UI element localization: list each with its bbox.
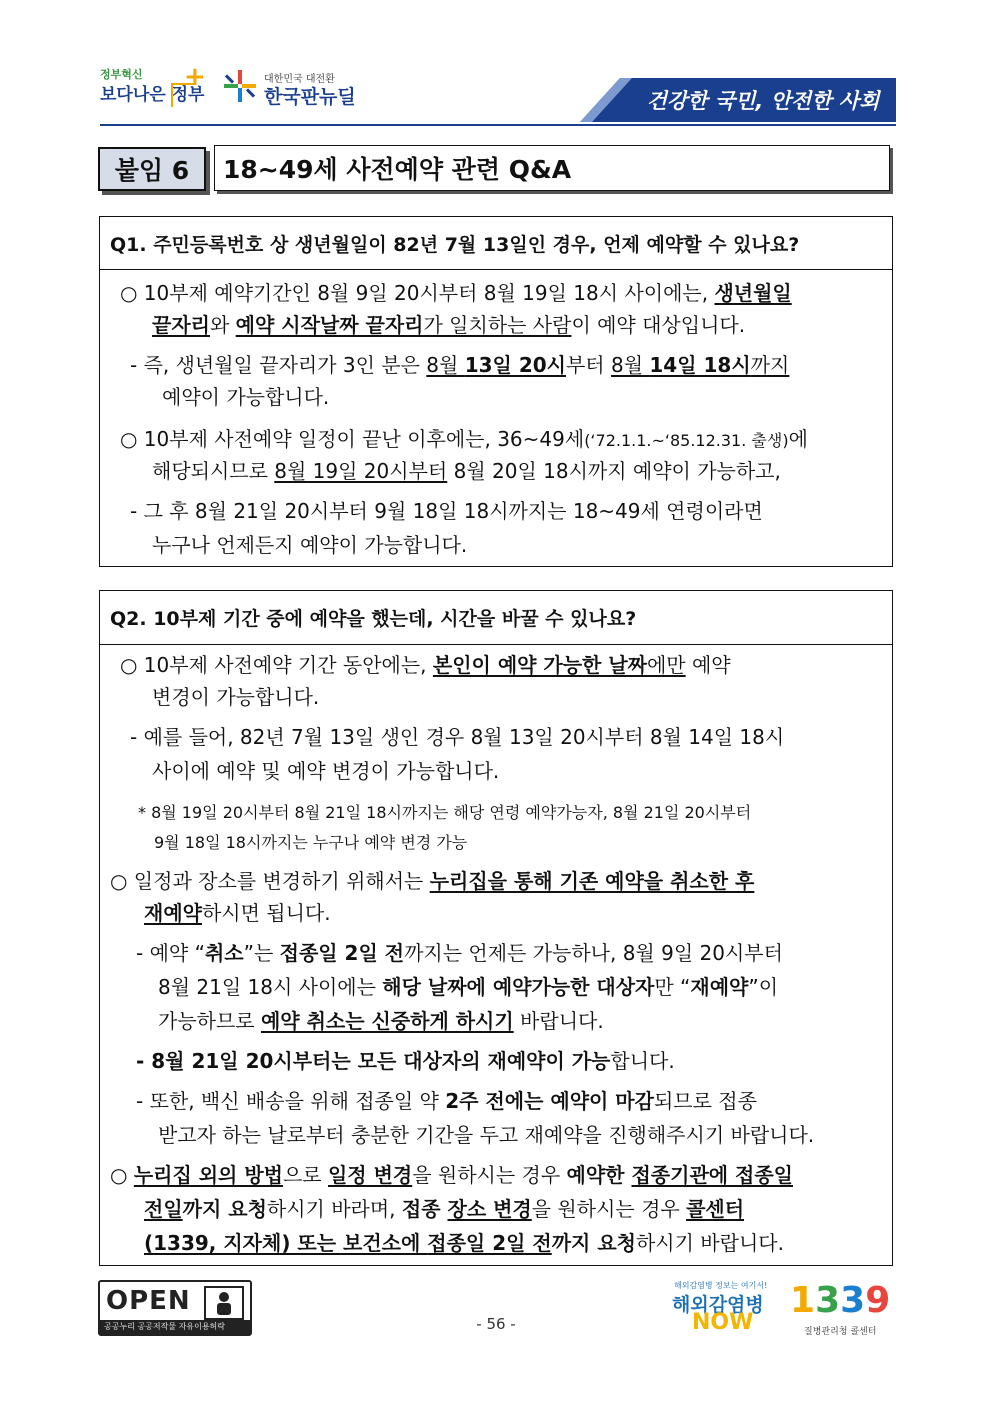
- now-logo-small-text: 해외감염병 정보는 여기서!: [674, 1281, 768, 1290]
- qa-box-q2: [99, 590, 893, 1266]
- now-logo-top-text: 해외감염병: [672, 1294, 764, 1316]
- q2-line-15: ○ 누리집 외의 방법으로 일정 변경을 원하시는 경우 예약한 접종기관에 접종일: [110, 1163, 794, 1187]
- header-banner-text: 건강한 국민, 안전한 사회: [646, 89, 880, 113]
- q2-line-14: 받고자 하는 날로부터 충분한 기간을 두고 재예약을 진행해주시기 바랍니다.: [158, 1123, 815, 1147]
- logo2-top-text: 대한민국 대전환: [264, 74, 335, 85]
- q2-line-9: - 예약 “취소”는 접종일 2일 전까지는 언제든 가능하나, 8월 9일 20시부터: [136, 941, 783, 965]
- logo2-main-text: 한국판뉴딜: [264, 86, 356, 108]
- logo-korean-new-deal: [222, 66, 362, 110]
- q2-line-8: 재예약하시면 됩니다.: [144, 901, 331, 925]
- header-divider: [100, 124, 896, 126]
- q2-line-2: 변경이 가능합니다.: [152, 685, 320, 709]
- q2-line-7: ○ 일정과 장소를 변경하기 위해서는 누리집을 통해 기존 예약을 취소한 후: [110, 869, 755, 893]
- new-deal-star-icon: [222, 68, 258, 104]
- q2-line-4: 사이에 예약 및 예약 변경이 가능합니다.: [152, 759, 500, 783]
- q1-line-5: ○ 10부제 사전예약 일정이 끝난 이후에는, 36~49세(‘72.1.1.~‘85.12.31. 출생)에: [120, 427, 808, 451]
- q2-question: Q2. 10부제 기간 중에 예약을 했는데, 시간을 바꿀 수 있나요?: [100, 591, 892, 645]
- call-center-1339-logo: [790, 1280, 898, 1340]
- q1-line-1: ○ 10부제 예약기간인 8월 9일 20시부터 8월 19일 18시 사이에는, 생년월일: [120, 281, 792, 305]
- plus-icon: +: [184, 62, 206, 92]
- q2-note-line-1: * 8월 19일 20시부터 8월 21일 18시까지는 해당 연령 예약가능자, 8월 21일 20시부터: [138, 803, 752, 822]
- q2-line-10: 8월 21일 18시 사이에는 해당 날짜에 예약가능한 대상자만 “재예약”이: [158, 975, 779, 999]
- open-license-caption: 공공누리 공공저작물 자유이용허락: [100, 1320, 250, 1334]
- q1-line-4: 예약이 가능합니다.: [162, 385, 330, 409]
- attachment-tag: 붙임 6: [98, 147, 206, 191]
- logo1-main-text: 보다나은 정부: [100, 85, 205, 105]
- q2-line-16: 전일까지 요청하시기 바라며, 접종 장소 변경을 원하시는 경우 콜센터: [144, 1197, 745, 1221]
- q2-line-12: - 8월 21일 20시부터는 모든 대상자의 재예약이 가능합니다.: [136, 1049, 675, 1073]
- call-center-number: 1339: [790, 1280, 891, 1321]
- logo-government-innovation: [100, 62, 206, 114]
- page-number: - 56 -: [476, 1315, 516, 1333]
- q2-line-1: ○ 10부제 사전예약 기간 동안에는, 본인이 예약 가능한 날짜에만 예약: [120, 653, 731, 677]
- q2-line-13: - 또한, 백신 배송을 위해 접종일 약 2주 전에는 예약이 마감되므로 접종: [136, 1089, 757, 1113]
- q1-line-2: 끝자리와 예약 시작날짜 끝자리가 일치하는 사람이 예약 대상입니다.: [152, 313, 746, 337]
- call-center-caption: 질병관리청 콜센터: [804, 1327, 877, 1337]
- q1-line-3: - 즉, 생년월일 끝자리가 3인 분은 8월 13일 20시부터 8월 14일 18시까지: [130, 353, 790, 377]
- q2-line-11: 가능하므로 예약 취소는 신중하게 하시기 바랍니다.: [158, 1009, 604, 1033]
- open-license-logo: [98, 1280, 252, 1336]
- q1-line-8: 누구나 언제든지 예약이 가능합니다.: [152, 533, 468, 557]
- q2-line-17: (1339, 지자체) 또는 보건소에 접종일 2일 전까지 요청하시기 바랍니다.: [144, 1231, 784, 1255]
- logo1-top-text: 정부혁신: [100, 68, 143, 81]
- now-logo-bottom-text: NOW: [692, 1310, 754, 1335]
- q1-line-7: - 그 후 8월 21일 20시부터 9월 18일 18시까지는 18~49세 연령이라면: [130, 499, 763, 523]
- page-title: 18~49세 사전예약 관련 Q&A: [214, 145, 890, 191]
- qa-box-q1: [99, 216, 893, 567]
- overseas-infection-now-logo: [672, 1280, 772, 1336]
- attribution-icon: [204, 1286, 244, 1320]
- q2-line-3: - 예를 들어, 82년 7월 13일 생인 경우 8월 13일 20시부터 8월 14일 18시: [130, 725, 785, 749]
- q1-question: Q1. 주민등록번호 상 생년월일이 82년 7월 13일인 경우, 언제 예약할 수 있나요?: [100, 217, 892, 270]
- open-license-text: OPEN: [106, 1286, 191, 1316]
- q2-note-line-2: 9월 18일 18시까지는 누구나 예약 변경 가능: [154, 833, 468, 852]
- q1-line-6: 해당되시므로 8월 19일 20시부터 8월 20일 18시까지 예약이 가능하고,: [152, 459, 781, 483]
